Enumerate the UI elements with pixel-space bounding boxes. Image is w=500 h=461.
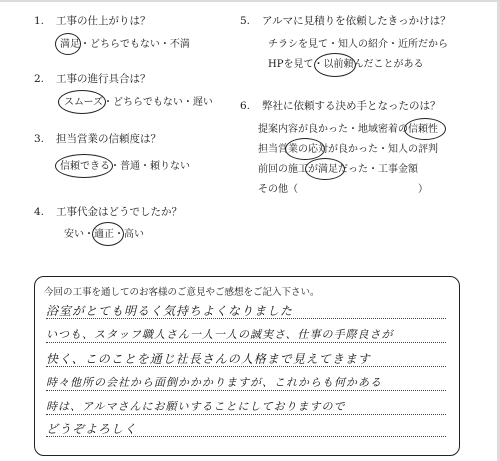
selected-circle-4 — [92, 222, 124, 246]
selected-circle-6c — [305, 158, 345, 180]
answer-options-4: 安い・適正・高い — [64, 229, 144, 240]
ruled-line — [46, 414, 446, 415]
answer-options-2: スムーズ・どちらでもない・遅い — [64, 97, 213, 108]
question-number: 4. — [34, 206, 45, 218]
question-text: 担当営業の信頼度は？ — [56, 133, 161, 145]
answer-options-1: 満足・どちらでもない・不満 — [60, 39, 190, 50]
answer-options-5a: チラシを見て・知人の紹介・近所だから — [268, 39, 448, 50]
selected-circle-5 — [314, 53, 356, 77]
question-5 — [240, 14, 451, 28]
answer-options-6b: 担当営業の応対が良かった・知人の評判 — [258, 144, 438, 155]
handwritten-line-4: 時々他所の会社から面倒かかかりますが、これからも何かある — [46, 376, 382, 389]
answer-options-6c: 前回の施工が満足だった・工事金額 — [258, 164, 418, 175]
handwritten-line-1: 浴室がとても明るく気持ちよくなりました — [46, 304, 294, 318]
handwritten-line-6: どうぞよろしく — [46, 422, 138, 436]
selected-circle-6a — [404, 118, 446, 140]
answer-options-6a: 提案内容が良かった・地域密着の信頼性 — [258, 124, 438, 135]
selected-circle-6b — [285, 138, 325, 160]
question-text: 工事の仕上がりは？ — [56, 15, 151, 27]
question-number: 6. — [240, 100, 251, 112]
selected-circle-1 — [55, 33, 81, 55]
answer-options-5b: HPを見て・以前頼んだことがある — [268, 59, 424, 70]
question-number: 3. — [34, 133, 45, 145]
question-4 — [34, 205, 182, 219]
handwritten-line-2: いつも、スタッフ職人さん一人一人の誠実さ、仕事の手際良さが — [46, 328, 394, 341]
question-2 — [34, 72, 151, 86]
question-number: 5. — [240, 15, 251, 27]
handwritten-line-5: 時は、アルマさんにお願いすることにしておりますので — [46, 400, 346, 413]
comment-prompt: 今回の工事を通してのお客様のご意見やご感想をご記入下さい。 — [44, 287, 320, 298]
question-1 — [34, 14, 151, 28]
ruled-line — [46, 390, 446, 391]
handwritten-line-3: 快く、このことを通じ社長さんの人格まで見えてきます — [46, 352, 371, 366]
answer-options-6d: その他（ ） — [258, 184, 428, 195]
scan-edge-top — [0, 0, 500, 2]
selected-circle-3 — [55, 154, 113, 178]
question-6 — [240, 99, 441, 113]
question-text: アルマに見積りを依頼したきっかけは？ — [262, 15, 451, 27]
question-number: 1. — [34, 15, 45, 27]
question-number: 2. — [34, 73, 45, 85]
selected-circle-2 — [58, 90, 106, 114]
question-text: 工事代金はどうでしたか？ — [56, 206, 182, 218]
question-3 — [34, 132, 161, 146]
answer-options-3: 信頼できる・普通・頼りない — [60, 161, 190, 172]
question-text: 弊社に依頼する決め手となったのは？ — [262, 100, 441, 112]
question-text: 工事の進行具合は？ — [56, 73, 151, 85]
ruled-line — [46, 342, 446, 343]
